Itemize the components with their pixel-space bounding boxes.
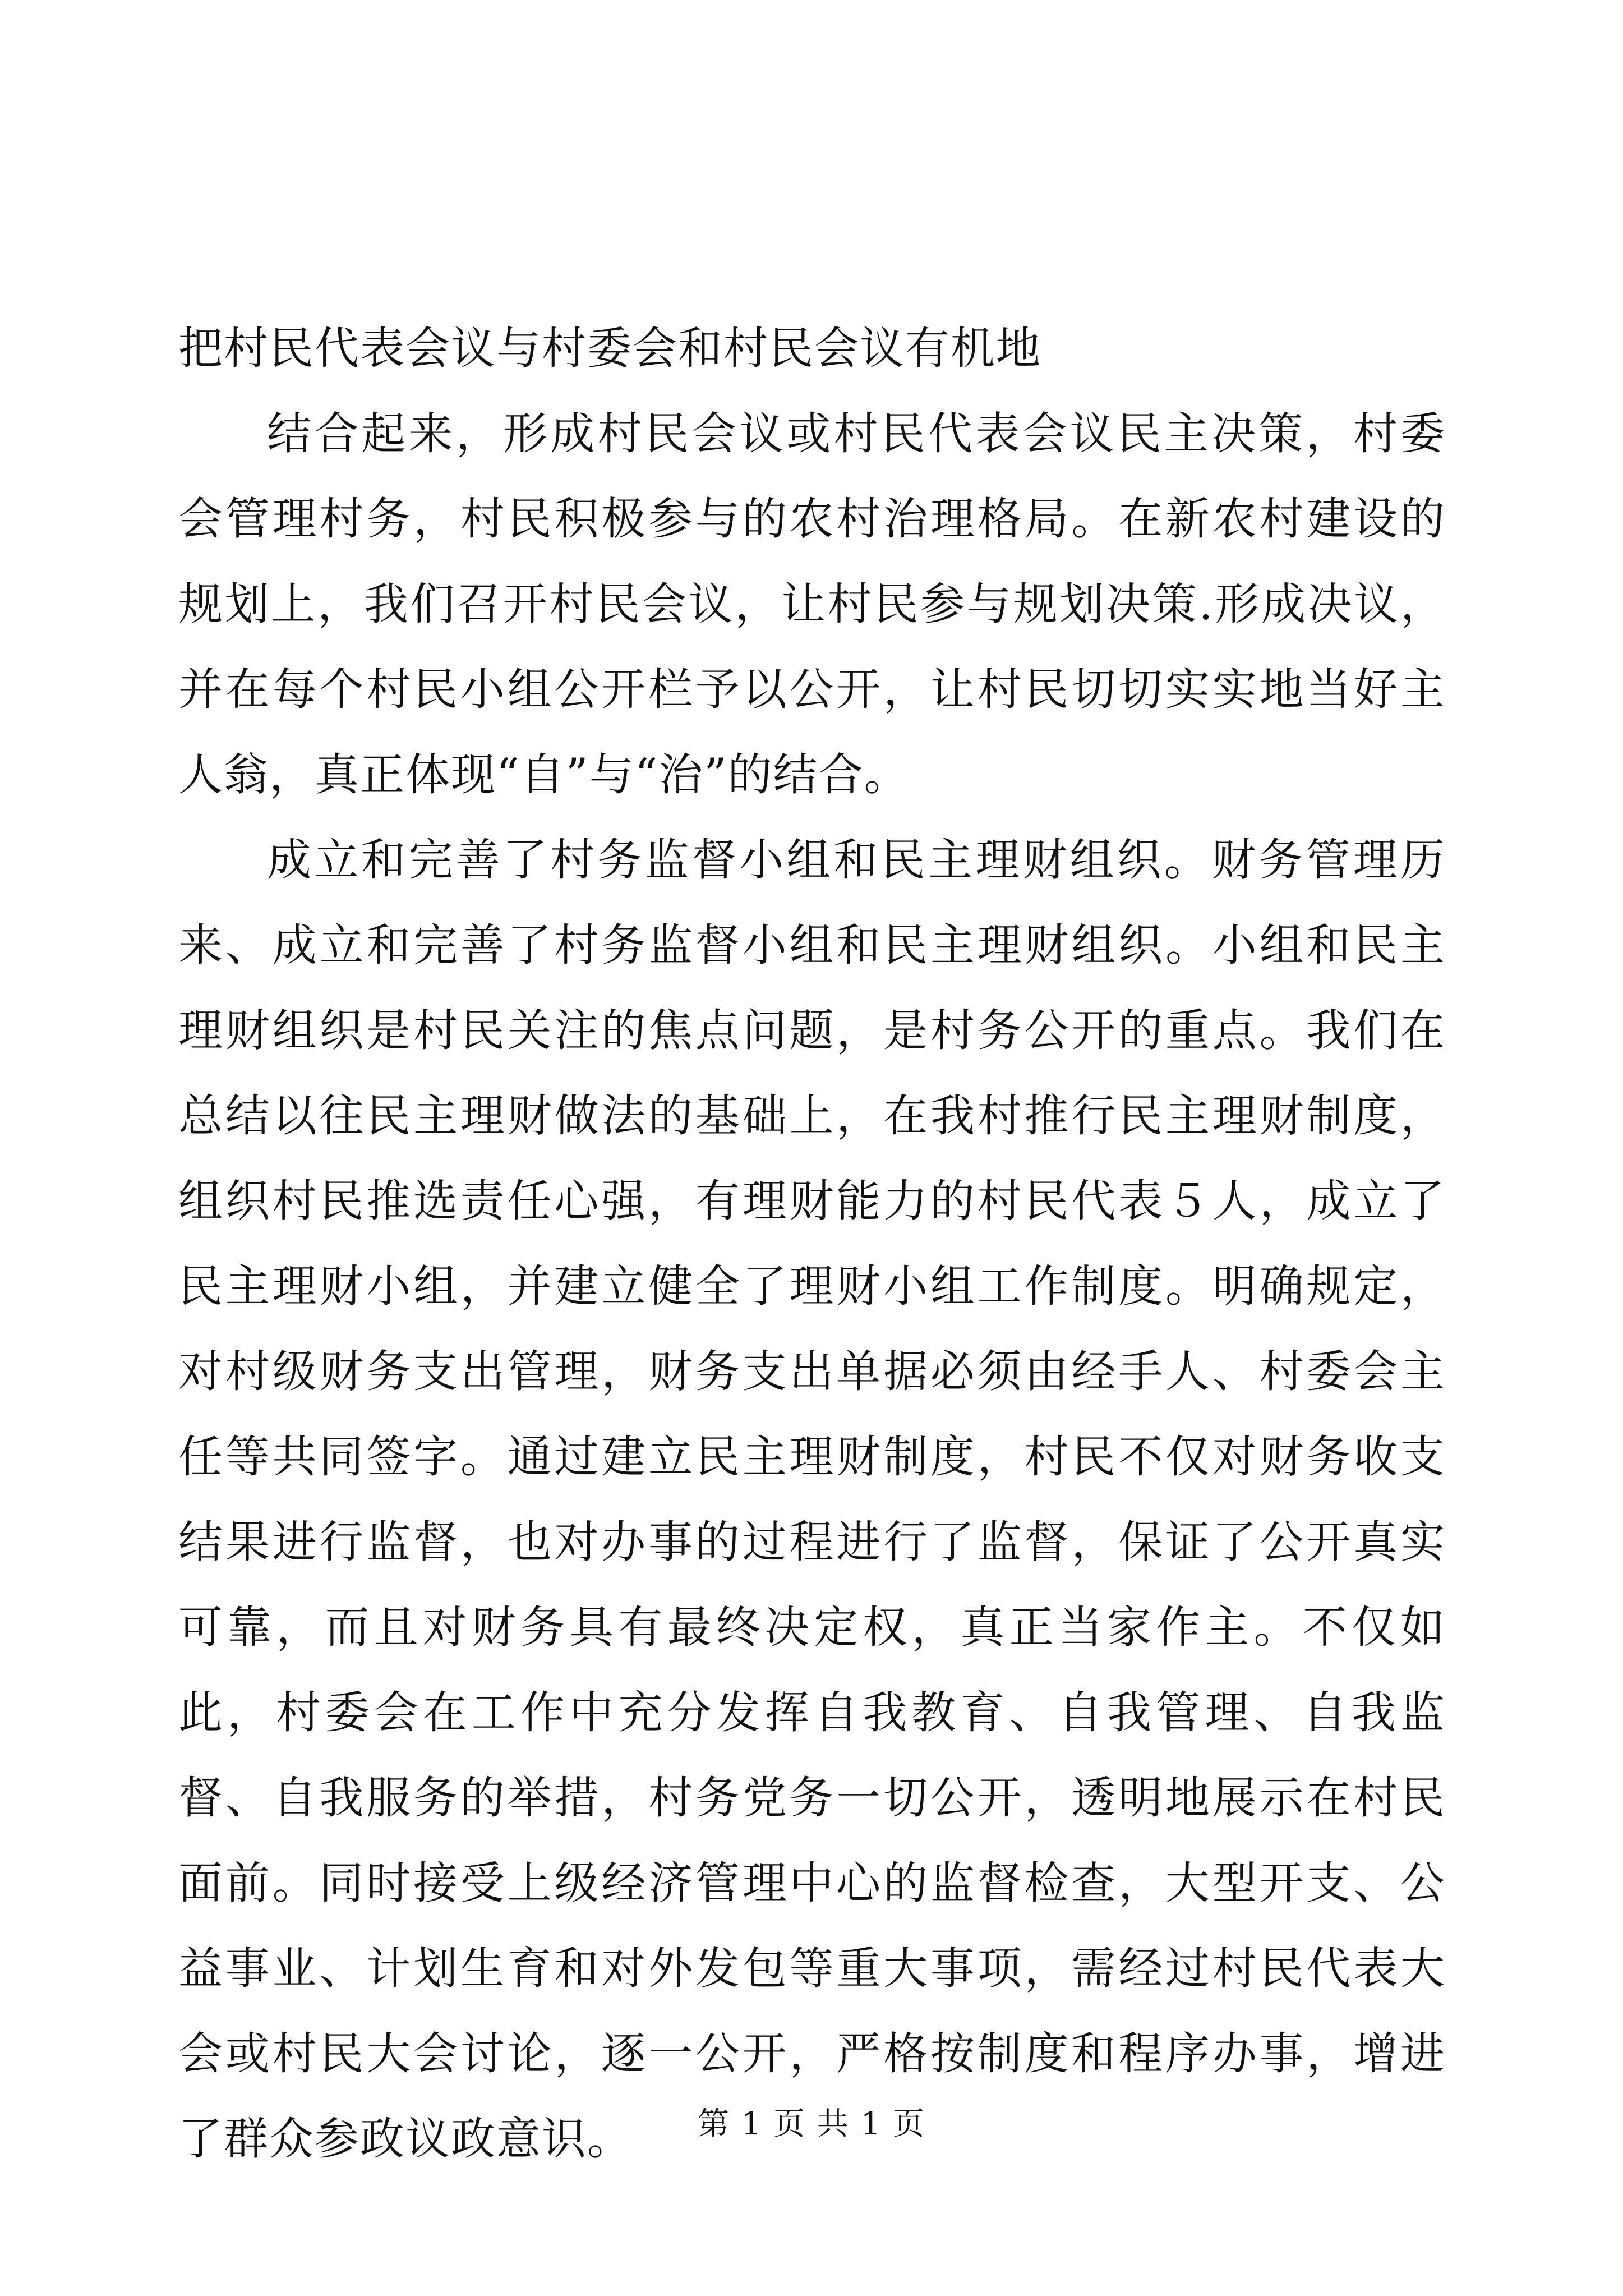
paragraph-village-governance: 结合起来，形成村民会议或村民代表会议民主决策，村委会管理村务，村民积极参与的农村治理格局。在新农村建设的规划上，我们召开村民会议，让村民参与规划决策.形成决议，并在每个村民小组公开栏予以公开，让村民切切实实地当好主人翁，真正体现“自”与“治”的结合。 [178, 408, 1446, 800]
page-footer: 第 1 页 共 1 页 [697, 2106, 926, 2142]
paragraph-financial-supervision: 成立和完善了村务监督小组和民主理财组织。财务管理历来、成立和完善了村务监督小组和民主理财组织。小组和民主理财组织是村民关注的焦点问题，是村务公开的重点。我们在总结以往民主理财做法的基础上，在我村推行民主理财制度，组织村民推选责任心强，有理财能力的村民代表５人，成立了民主理财小组，并建立健全了理财小组工作制度。明确规定，对村级财务支出管理，财务支出单据必须由经手人、村委会主任等共同签字。通过建立民主理财制度，村民不仅对财务收支结果进行监督，也对办事的过程进行了监督，保证了公开真实可靠，而且对财务具有最终决定权，真正当家作主。不仅如此，村委会在工作中充分发挥自我教育、自我管理、自我监督、自我服务的举措，村务党务一切公开，透明地展示在村民面前。同时接受上级经济管理中心的监督检查，大型开支、公益事业、计划生育和对外发包等重大事项，需经过村民代表大会或村民大会讨论，逐一公开，严格按制度和程序办事，增进了群众参政议政意识。 [178, 834, 1446, 2165]
paragraph-opening: 把村民代表会议与村委会和村民会议有机地 [178, 323, 1041, 374]
document-body [178, 306, 1446, 2182]
